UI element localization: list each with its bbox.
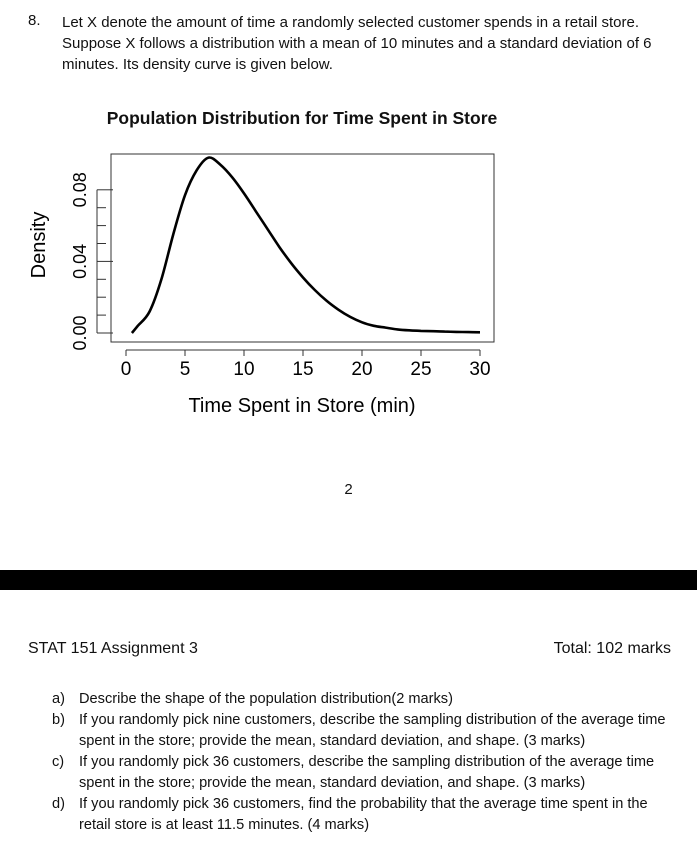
sub-question-letter: b) xyxy=(52,712,65,728)
sub-question-text: If you randomly pick 36 customers, describe the sampling distribution of the average time spent in the store; provide the mean, standard deviation, and shape. (3 marks) xyxy=(79,754,655,791)
y-tick-label: 0.00 xyxy=(70,315,90,351)
sub-question-text: If you randomly pick nine customers, describe the sampling distribution of the average time spent in the store; provide the mean, standard deviation, and shape. (3 marks) xyxy=(79,712,666,749)
chart-title: Population Distribution for Time Spent in Store xyxy=(106,108,498,128)
sub-question xyxy=(52,710,672,752)
course-header: STAT 151 Assignment 3 xyxy=(28,640,198,657)
x-axis-label: Time Spent in Store (min) xyxy=(188,395,416,417)
y-tick-label: 0.04 xyxy=(70,243,90,279)
question-number: 8. xyxy=(28,12,41,29)
x-tick-label: 10 xyxy=(233,359,255,380)
sub-question xyxy=(52,689,672,710)
x-tick-label: 5 xyxy=(179,359,191,380)
question-line: Let X denote the amount of time a randomly selected customer spends in a retail store. xyxy=(62,14,639,31)
x-tick-label: 15 xyxy=(292,359,314,380)
sub-question-text: If you randomly pick 36 customers, find the probability that the average time spent in the retail store is at least 11.5 minutes. (4 marks) xyxy=(79,796,648,833)
sub-question-letter: d) xyxy=(52,796,65,812)
x-tick-label: 30 xyxy=(469,359,491,380)
x-tick-label: 20 xyxy=(351,359,373,380)
question-line: Suppose X follows a distribution with a mean of 10 minutes and a standard deviation of 6 xyxy=(62,35,652,52)
sub-question xyxy=(52,794,672,836)
density-chart xyxy=(0,140,697,430)
question-line: minutes. Its density curve is given below. xyxy=(62,56,333,73)
question-text xyxy=(62,12,682,75)
x-tick-label: 0 xyxy=(120,359,132,380)
y-tick-label: 0.08 xyxy=(70,172,90,208)
sub-question xyxy=(52,752,672,794)
total-marks: Total: 102 marks xyxy=(553,640,671,657)
density-curve xyxy=(132,157,480,333)
y-axis-label: Density xyxy=(28,211,50,279)
page-number: 2 xyxy=(344,481,353,498)
sub-questions xyxy=(52,689,672,836)
page-break-bar xyxy=(0,570,697,590)
sub-question-text: Describe the shape of the population distribution(2 marks) xyxy=(79,691,453,707)
sub-question-letter: c) xyxy=(52,754,65,770)
x-tick-label: 25 xyxy=(410,359,432,380)
sub-question-letter: a) xyxy=(52,691,65,707)
